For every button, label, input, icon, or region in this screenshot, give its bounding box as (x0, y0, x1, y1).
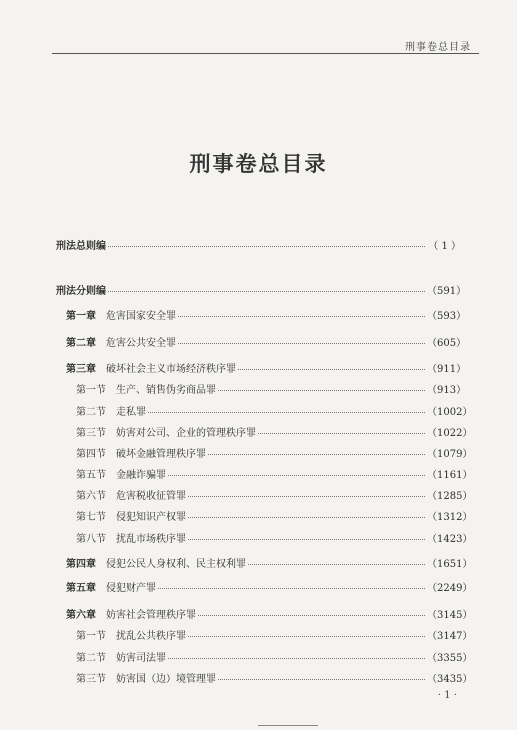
toc-page-ref: （3145） (427, 610, 473, 621)
toc-page-ref: （1079） (427, 449, 473, 460)
header-rule (52, 53, 479, 54)
toc-chapter-number: 第三章 (66, 364, 96, 375)
leader-dots (208, 444, 425, 455)
leader-dots (218, 669, 425, 680)
toc-section-number: 第二节 (76, 653, 106, 664)
toc-entry (66, 556, 473, 570)
toc-section-title: 妨害对公司、企业的管理秩序罪 (116, 428, 256, 439)
toc-page-ref: （1022） (427, 428, 473, 439)
toc-chapter-title: 妨害社会管理秩序罪 (106, 610, 196, 621)
leader-dots (188, 486, 425, 497)
toc-entry (76, 382, 467, 396)
toc-chapter-title: 危害公共安全罪 (106, 338, 176, 349)
leader-dots (188, 626, 425, 637)
toc-chapter-number: 第一章 (66, 311, 96, 322)
toc-entry (76, 488, 473, 502)
leader-dots (168, 648, 425, 659)
toc-chapter-number: 第四章 (66, 559, 96, 570)
leader-dots (178, 333, 425, 344)
toc-section-number: 第三节 (76, 428, 106, 439)
leader-dots (178, 306, 425, 317)
toc-page-ref: （593） (427, 311, 467, 322)
toc-chapter-number: 第六章 (66, 610, 96, 621)
leader-dots (158, 578, 425, 589)
toc-section-title: 妨害司法罪 (116, 653, 166, 664)
toc-page-ref: （1651） (427, 559, 473, 570)
running-head: 刑事卷总目录 (405, 42, 471, 53)
toc-page-ref: （1423） (427, 534, 473, 545)
toc-entry (66, 335, 467, 349)
toc-page-ref: （1002） (427, 407, 473, 418)
toc-page-ref: （591） (427, 286, 467, 297)
toc-entry (76, 531, 473, 545)
toc-section-number: 第一节 (76, 631, 106, 642)
toc-chapter-number: 第二章 (66, 338, 96, 349)
toc-section-title: 破坏金融管理秩序罪 (116, 449, 206, 460)
leader-dots (108, 236, 425, 247)
toc-page-ref: （2249） (427, 583, 473, 594)
leader-dots (188, 529, 425, 540)
toc-section-title: 生产、销售伪劣商品罪 (116, 385, 216, 396)
toc-entry (66, 607, 473, 621)
toc-section-title: 妨害国（边）境管理罪 (116, 674, 216, 685)
toc-page-ref: （1285） (427, 491, 473, 502)
toc-section-number: 第六节 (76, 491, 106, 502)
toc-page-ref: （3435） (427, 674, 473, 685)
leader-dots (168, 465, 425, 476)
page-title: 刑事卷总目录 (189, 151, 328, 176)
scan-mark (258, 725, 318, 730)
leader-dots (248, 554, 425, 565)
leader-dots (188, 507, 425, 518)
toc-entry (76, 446, 473, 460)
toc-section-number: 第二节 (76, 407, 106, 418)
toc-section-number: 第一节 (76, 385, 106, 396)
toc-section-title: 金融诈骗罪 (116, 470, 166, 481)
toc-section-title: 危害税收征管罪 (116, 491, 186, 502)
toc-section-number: 第三节 (76, 674, 106, 685)
toc-entry (76, 467, 473, 481)
leader-dots (218, 380, 425, 391)
toc-section-number: 第八节 (76, 534, 106, 545)
leader-dots (258, 423, 425, 434)
toc-section-title: 走私罪 (116, 407, 146, 418)
toc-section-number: 第七节 (76, 512, 106, 523)
toc-page-ref: （913） (427, 385, 467, 396)
toc-part-title: 刑法分则编 (56, 286, 106, 297)
toc-section-number: 第五节 (76, 470, 106, 481)
toc-entry (76, 425, 473, 439)
toc-section-title: 扰乱市场秩序罪 (116, 534, 186, 545)
toc-entry (76, 509, 473, 523)
toc-entry (76, 671, 473, 685)
toc-page-ref: （ 1 ） (428, 241, 461, 252)
leader-dots (238, 359, 425, 370)
toc-page-ref: （3147） (427, 631, 473, 642)
leader-dots (148, 402, 425, 413)
page-number: · 1 · (437, 690, 457, 701)
leader-dots (198, 605, 425, 616)
toc-page-ref: （1161） (427, 470, 473, 481)
toc-chapter-title: 破坏社会主义市场经济秩序罪 (106, 364, 236, 375)
toc-chapter-title: 侵犯财产罪 (106, 583, 156, 594)
toc-page-ref: （911） (427, 364, 467, 375)
toc-section-number: 第四节 (76, 449, 106, 460)
leader-dots (108, 281, 425, 292)
toc-entry (76, 650, 473, 664)
toc-entry (66, 361, 467, 375)
toc-page-ref: （1312） (427, 512, 473, 523)
toc-entry (76, 628, 473, 642)
toc-section-title: 侵犯知识产权罪 (116, 512, 186, 523)
toc-chapter-title: 危害国家安全罪 (106, 311, 176, 322)
toc-entry (56, 238, 461, 252)
toc-section-title: 扰乱公共秩序罪 (116, 631, 186, 642)
toc-chapter-number: 第五章 (66, 583, 96, 594)
toc-page-ref: （605） (427, 338, 467, 349)
toc-entry (56, 283, 467, 297)
toc-chapter-title: 侵犯公民人身权利、民主权利罪 (106, 559, 246, 570)
toc-entry (66, 308, 467, 322)
toc-part-title: 刑法总则编 (56, 241, 106, 252)
toc-page-ref: （3355） (427, 653, 473, 664)
toc-entry (76, 404, 473, 418)
toc-entry (66, 580, 473, 594)
